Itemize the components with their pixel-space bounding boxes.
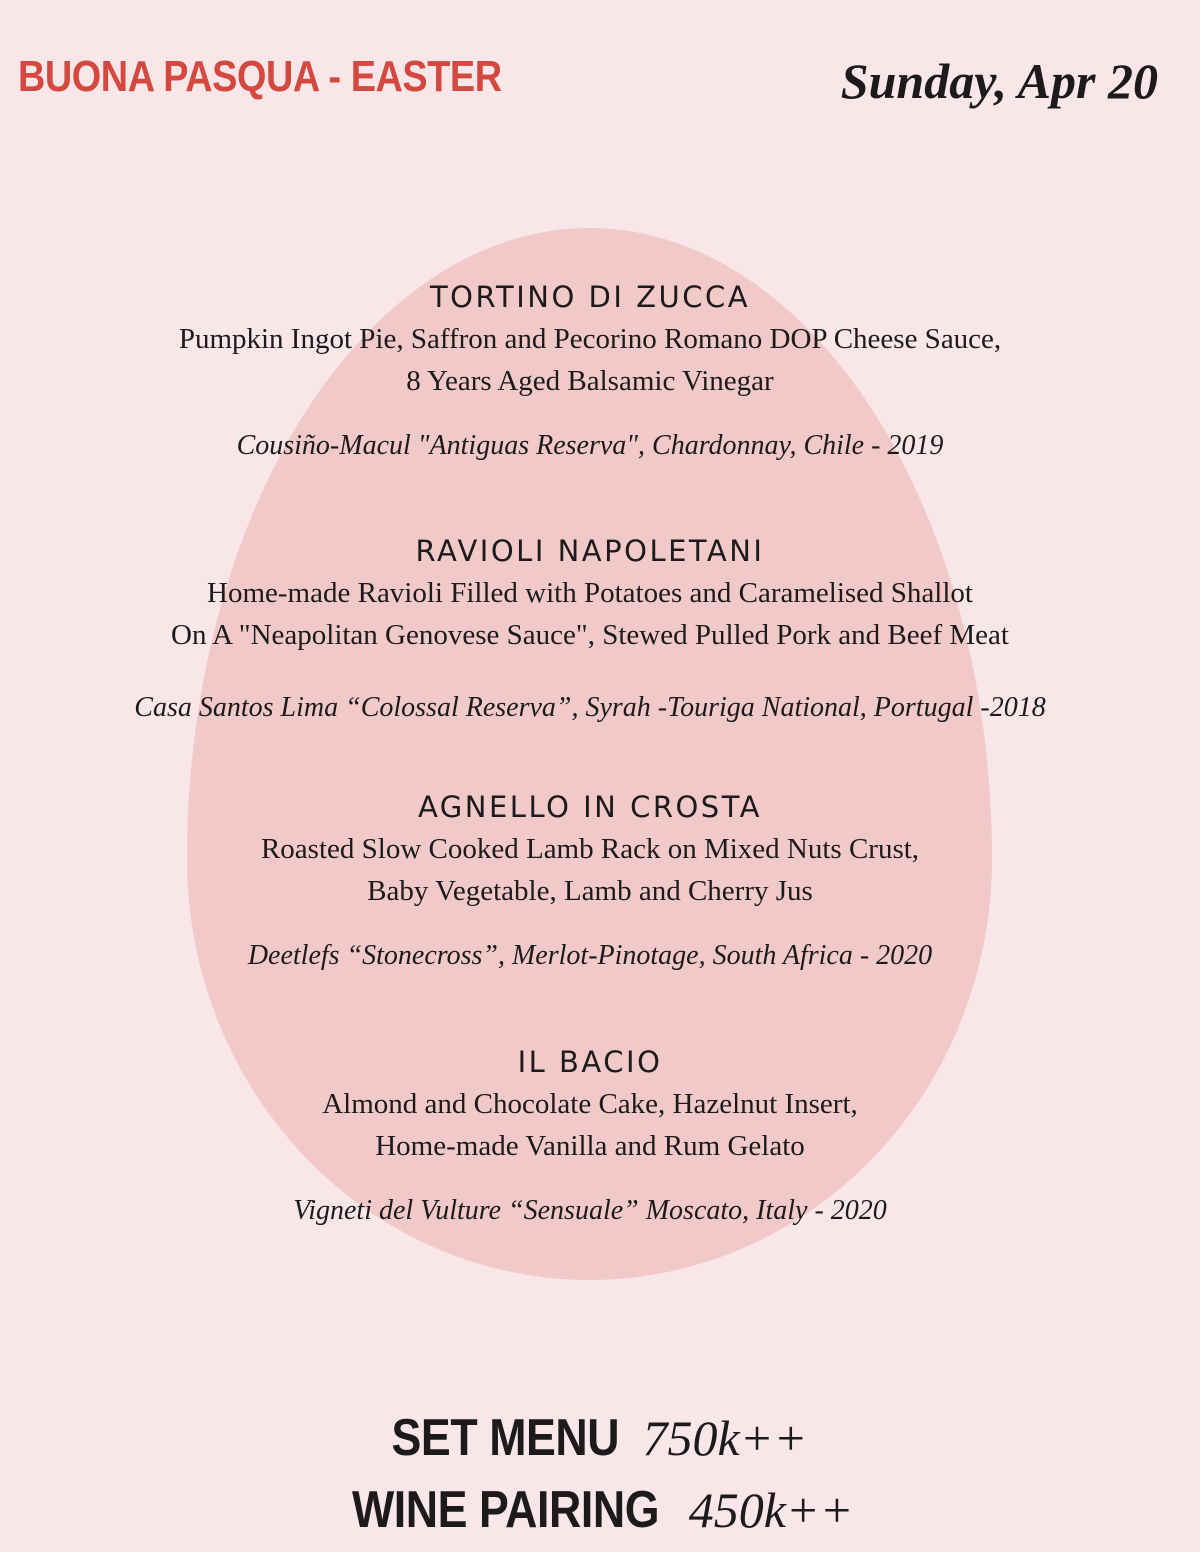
course-description-line: On A "Neapolitan Genovese Sauce", Stewed Pulled Pork and Beef Meat [171, 619, 1009, 651]
course-description-line: Pumpkin Ingot Pie, Saffron and Pecorino Romano DOP Cheese Sauce, [178, 323, 1002, 355]
set-menu-label: SET MENU [391, 1409, 619, 1467]
course-name: RAVIOLI NAPOLETANI [415, 534, 765, 568]
course-description-line: Roasted Slow Cooked Lamb Rack on Mixed Nuts Crust, [260, 833, 920, 865]
wine-pairing: Vigneti del Vulture “Sensuale” Moscato, Italy - 2020 [293, 1195, 887, 1226]
course-name: IL BACIO [517, 1045, 663, 1079]
course-description-line: Baby Vegetable, Lamb and Cherry Jus [367, 875, 813, 907]
wine-pairing: Casa Santos Lima “Colossal Reserva”, Syrah -Touriga National, Portugal -2018 [134, 692, 1046, 723]
course-name: TORTINO DI ZUCCA [429, 280, 751, 314]
wine-pairing-label: WINE PAIRING [351, 1481, 659, 1539]
course-description-line: Home-made Vanilla and Rum Gelato [375, 1130, 805, 1162]
wine-pairing: Deetlefs “Stonecross”, Merlot-Pinotage, South Africa - 2020 [247, 940, 933, 971]
set-menu-price: 750k++ [642, 1410, 808, 1466]
course-description-line: Almond and Chocolate Cake, Hazelnut Insert, [322, 1088, 858, 1120]
set-menu-line [0, 1408, 1180, 1480]
menu-date: Sunday, Apr 20 [840, 53, 1158, 109]
course-tortino [0, 276, 1180, 464]
course-description-line: Home-made Ravioli Filled with Potatoes and Caramelised Shallot [207, 577, 973, 609]
pricing-block [0, 1408, 1180, 1552]
wine-pairing-price: 450k++ [688, 1482, 854, 1538]
course-ravioli [0, 530, 1180, 726]
menu-title: BUONA PASQUA - EASTER [18, 52, 502, 101]
wine-pairing: Cousiño-Macul "Antiguas Reserva", Chardonnay, Chile - 2019 [236, 430, 944, 461]
wine-pairing-line [0, 1480, 1180, 1552]
course-name: AGNELLO IN CROSTA [417, 790, 763, 824]
course-description-line: 8 Years Aged Balsamic Vinegar [406, 365, 774, 397]
course-agnello [0, 786, 1180, 974]
course-bacio [0, 1041, 1180, 1229]
